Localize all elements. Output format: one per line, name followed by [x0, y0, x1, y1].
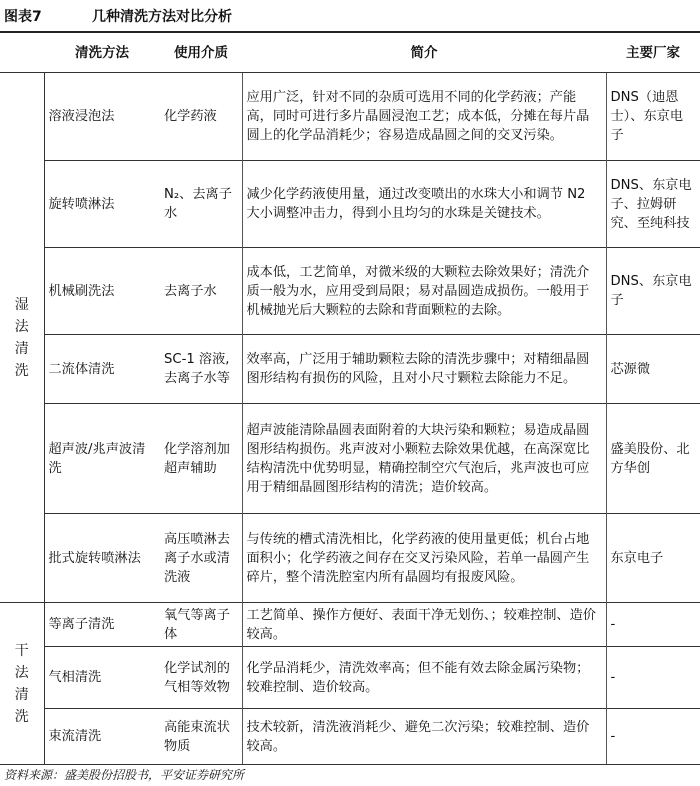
source-note: 资料来源：盛美股份招股书，平安证券研究所 [4, 768, 245, 782]
bottom-rule [0, 764, 700, 765]
figure-label: 图表7 [4, 9, 42, 25]
intro-cell: 减少化学药液使用量，通过改变喷出的水珠大小和调节 N2 大小调整冲击力，得到小且均匀的水珠是关键技术。 [242, 161, 606, 248]
figure-title-text: 几种清洗方法对比分析 [92, 9, 232, 25]
table-row [0, 335, 700, 404]
intro-cell: 工艺简单、操作方便好、表面干净无划伤、；较难控制、造价较高。 [242, 603, 606, 647]
intro-cell: 与传统的槽式清洗相比，化学药液的使用量更低；机台占地面积小；化学药液之间存在交叉污染风险，若单一晶圆产生碎片，整个清洗腔室内所有晶圆均有报废风险。 [242, 514, 606, 603]
header-intro: 简介 [242, 34, 606, 73]
medium-cell: 高能束流状物质 [160, 709, 242, 765]
table-row [0, 514, 700, 603]
maker-cell: DNS、东京电子、拉姆研究、至纯科技 [606, 161, 700, 248]
table-row [0, 248, 700, 335]
medium-cell: 化学试剂的气相等效物 [160, 647, 242, 709]
intro-cell: 应用广泛，针对不同的杂质可选用不同的化学药液；产能高，同时可进行多片晶圆浸泡工艺；成本低，分摊在每片晶圆上的化学品消耗少；容易造成晶圆之间的交叉污染。 [242, 73, 606, 161]
medium-cell: 高压喷淋去离子水或清洗液 [160, 514, 242, 603]
maker-cell: 芯源微 [606, 335, 700, 404]
table-row [0, 603, 700, 647]
method-cell: 二流体清洗 [44, 335, 160, 404]
method-cell: 气相清洗 [44, 647, 160, 709]
medium-cell: N₂、去离子水 [160, 161, 242, 248]
method-cell: 批式旋转喷淋法 [44, 514, 160, 603]
method-cell: 机械刷洗法 [44, 248, 160, 335]
maker-cell: DNS、东京电子 [606, 248, 700, 335]
maker-cell: - [606, 647, 700, 709]
intro-cell: 化学品消耗少，清洗效率高；但不能有效去除金属污染物；较难控制、造价较高。 [242, 647, 606, 709]
table-row [0, 161, 700, 248]
intro-cell: 技术较新，清洗液消耗少、避免二次污染；较难控制、造价较高。 [242, 709, 606, 765]
method-cell: 溶液浸泡法 [48, 109, 115, 124]
method-cell: 等离子清洗 [44, 603, 160, 647]
medium-cell: 去离子水 [160, 248, 242, 335]
table-row [0, 404, 700, 514]
table-row [0, 73, 700, 161]
header-maker: 主要厂家 [606, 34, 700, 73]
table-row [0, 709, 700, 765]
maker-cell: 东京电子 [606, 514, 700, 603]
medium-cell: 氧气等离子体 [160, 603, 242, 647]
maker-cell: 盛美股份、北方华创 [606, 404, 700, 514]
intro-cell: 效率高，广泛用于辅助颗粒去除的清洗步骤中；对精细晶圆图形结构有损伤的风险，且对小尺寸颗粒去除能力不足。 [242, 335, 606, 404]
medium-cell: 化学药液 [164, 109, 217, 124]
intro-cell: 成本低，工艺简单，对微米级的大颗粒去除效果好；清洗介质一般为水，应用受到局限；易对晶圆造成损伤。一般用于机械抛光后大颗粒的去除和背面颗粒的去除。 [242, 248, 606, 335]
medium-cell: 化学溶剂加超声辅助 [160, 404, 242, 514]
maker-cell: - [606, 603, 700, 647]
header-medium: 使用介质 [160, 34, 242, 73]
method-cell: 旋转喷淋法 [44, 161, 160, 248]
category-dry: 干 法 清 洗 [0, 603, 44, 765]
header-category [0, 34, 44, 73]
header-row [0, 34, 700, 73]
method-cell: 超声波/兆声波清洗 [44, 404, 160, 514]
intro-cell: 超声波能清除晶圆表面附着的大块污染和颗粒；易造成晶圆图形结构损伤。兆声波对小颗粒去除效果优越，在高深宽比结构清洗中优势明显，精确控制空穴气泡后，兆声波也可应用于精细晶圆图形结构的清洗；造价较高。 [242, 404, 606, 514]
figure-title [4, 6, 232, 28]
header-method: 清洗方法 [44, 34, 160, 73]
maker-cell: DNS（迪恩士）、东京电子 [606, 73, 700, 161]
comparison-table [0, 34, 700, 765]
method-cell: 束流清洗 [44, 709, 160, 765]
category-wet: 湿 法 清 洗 [0, 73, 44, 603]
table-row [0, 647, 700, 709]
top-rule [0, 31, 700, 33]
medium-cell: SC-1 溶液,去离子水等 [160, 335, 242, 404]
maker-cell: - [606, 709, 700, 765]
